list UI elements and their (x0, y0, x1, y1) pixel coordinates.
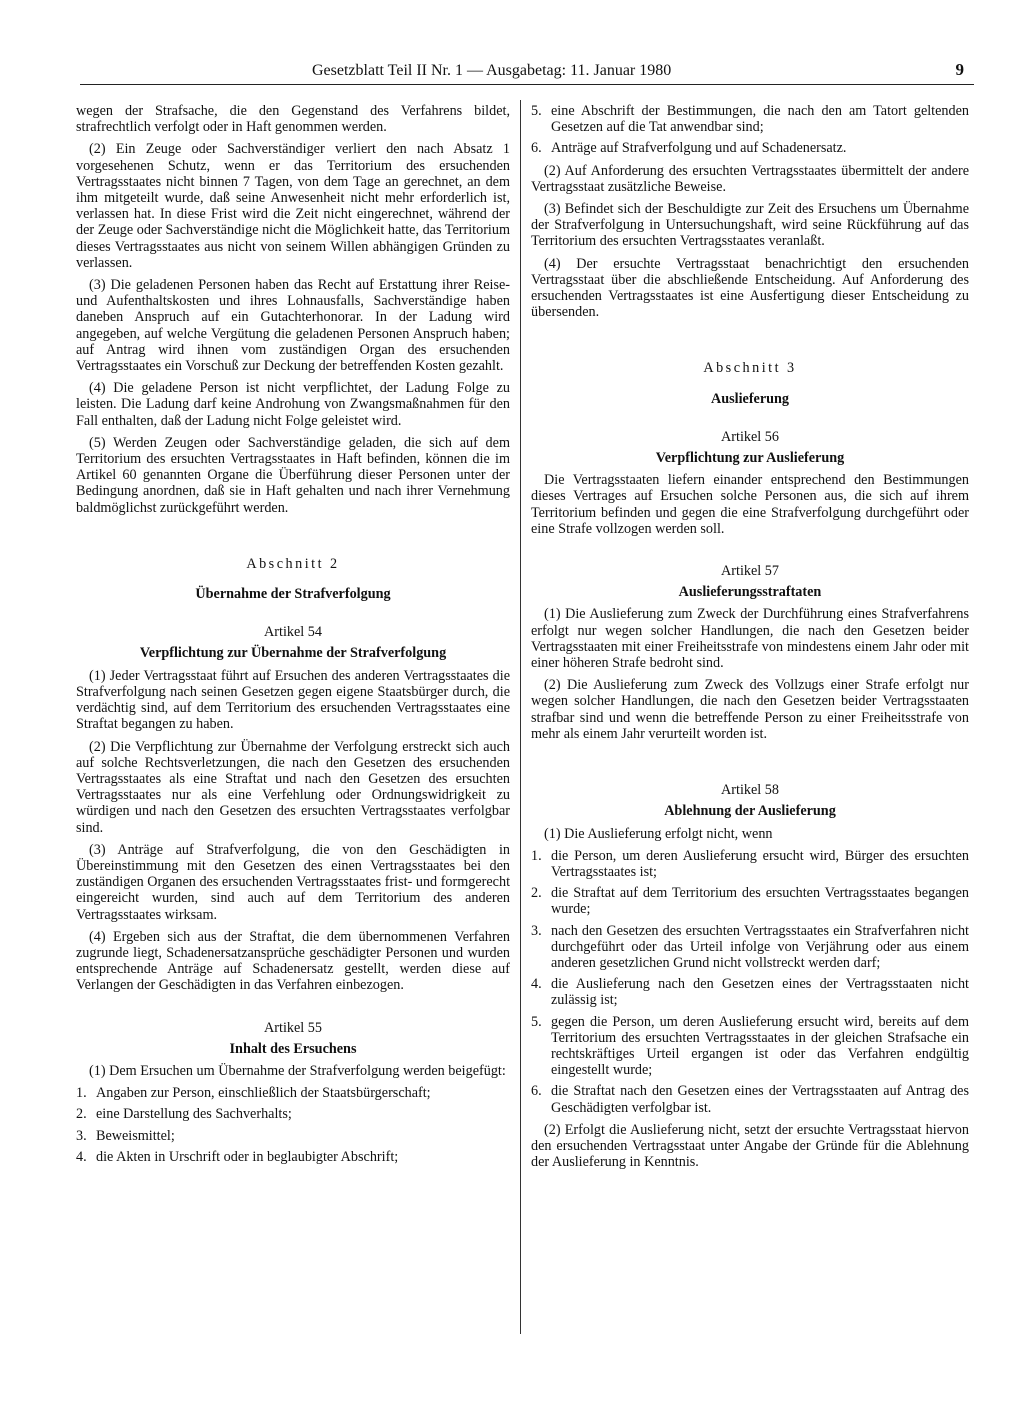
left-column (76, 103, 510, 1171)
list-number: 2. (76, 1106, 87, 1123)
numbered-list (531, 848, 969, 1116)
paragraph: Die Vertragsstaaten liefern einander entsprechend den Bestimmungen dieses Vertrages auf Ersuchen solche Personen aus, die sich auf ihrem Territorium befinden und gegen die eine Strafverfolgung durchgeführt oder eine Strafe vollzogen werden soll. (531, 472, 969, 537)
numbered-list (531, 103, 969, 157)
paragraph: wegen der Strafsache, die den Gegenstand des Verfahrens bildet, strafrechtlich verfolgt oder in Haft genommen werden. (76, 103, 510, 136)
list-number: 5. (531, 1013, 542, 1030)
list-text: nach den Gesetzen des ersuchten Vertragsstaates ein Strafverfahren nicht durchgeführt oder das Urteil infolge von Verjährung oder aus einem anderen gesetzlichen Grund nicht vollstreckt werden darf; (551, 922, 969, 971)
paragraph: (1) Die Auslieferung erfolgt nicht, wenn (544, 825, 773, 842)
list-item (531, 976, 969, 1008)
article-heading: Artikel 58 (721, 782, 779, 799)
list-item (76, 1085, 510, 1101)
paragraph: (1) Dem Ersuchen um Übernahme der Strafverfolgung werden beigefügt: (89, 1062, 506, 1079)
paragraph: (3) Die geladenen Personen haben das Recht auf Erstattung ihrer Reise- und Aufenthaltskosten und ihres Lohnausfalls, Sachverständige haben daneben Anspruch auf ein Gutachterhonorar. In der Ladung wird angegeben, auf welche Vergütung die geladenen Personen Anspruch haben; auf Antrag wird ihnen vom zuständigen Organ des ersuchenden Vertragsstaates ein Vorschuß zur Deckung der betreffenden Kosten gezahlt. (76, 277, 510, 375)
list-item (76, 1128, 510, 1144)
list-text: die Akten in Urschrift oder in beglaubigter Abschrift; (96, 1148, 399, 1165)
list-number: 4. (76, 1148, 87, 1165)
list-item (531, 103, 969, 135)
list-text: Anträge auf Strafverfolgung und auf Schadenersatz. (551, 140, 847, 157)
paragraph: (2) Auf Anforderung des ersuchten Vertragsstaates übermittelt der andere Vertragsstaat zusätzliche Beweise. (531, 162, 969, 195)
paragraph: (2) Ein Zeuge oder Sachverständiger verliert den nach Absatz 1 vorgesehenen Schutz, wenn er das Territorium des ersuchenden Vertragsstaates nicht binnen 7 Tagen, von dem Tage an gerechnet, an dem ihm mitgeteilt wurde, daß seine Anwesenheit nicht mehr erforderlich ist, verlassen hat. In diese Frist wird die Zeit nicht eingerechnet, während der der Zeuge oder Sachverständige nicht die Möglichkeit hatte, das Territorium dieses Vertragsstaates aus nicht von seinem Willen abhängigen Gründen zu verlassen. (76, 141, 510, 271)
list-number: 6. (531, 1083, 542, 1100)
paragraph: (2) Die Auslieferung zum Zweck des Vollzugs einer Strafe erfolgt nur wegen solcher Handlungen, die nach den Gesetzen beider Vertragsstaaten strafbar sind und wenn die betreffende Person zu einer Freiheitsstrafe von mehr als einem Jahr verurteilt worden ist. (531, 677, 969, 742)
list-number: 3. (531, 922, 542, 939)
list-number: 5. (531, 103, 542, 119)
paragraph: (4) Die geladene Person ist nicht verpflichtet, der Ladung Folge zu leisten. Die Ladung darf keine Androhung von Zwangsmaßnahmen für den Fall enthalten, daß der Ladung nicht Folge geleistet wird. (76, 380, 510, 429)
column-divider (520, 100, 521, 1334)
header-title: Gesetzblatt Teil II Nr. 1 — Ausgabetag: 11. Januar 1980 (312, 62, 672, 79)
list-item (531, 923, 969, 972)
header-rule (80, 84, 974, 85)
section-heading: Abschnitt 3 (703, 360, 797, 377)
paragraph: (5) Werden Zeugen oder Sachverständige geladen, die sich auf dem Territorium des ersuchten Vertragsstaates in Haft befinden, können die im Artikel 60 genannten Organe die Überführung dieser Personen unter der Bedingung anordnen, daß sie in Haft gehalten und nach ihrer Vernehmung baldmöglichst zurückgeführt werden. (76, 434, 510, 516)
list-item (76, 1106, 510, 1122)
paragraph: (1) Jeder Vertragsstaat führt auf Ersuchen des anderen Vertragsstaates die Strafverfolgung nach seinen Gesetzen gegen eigene Staatsbürger durch, die verdächtig sind, auf dem Territorium des ersuchenden Vertragsstaates eine Straftat begangen zu haben. (76, 667, 510, 733)
article-heading: Artikel 55 (264, 1019, 322, 1036)
article-heading: Artikel 54 (264, 624, 322, 641)
list-number: 1. (76, 1085, 87, 1102)
list-number: 6. (531, 140, 542, 157)
paragraph: (4) Ergeben sich aus der Straftat, die dem übernommenen Verfahren zugrunde liegt, Schadenersatzansprüche geschädigter Personen und wurden entsprechende Anträge auf Schadenersatz gestellt, werden diese auf Verlangen der Geschädigten in das Verfahren einbezogen. (76, 928, 510, 994)
spacer (531, 543, 969, 563)
article-title: Inhalt des Ersuchens (229, 1040, 357, 1057)
page-header (312, 62, 972, 84)
list-text: eine Darstellung des Sachverhalts; (96, 1106, 292, 1123)
paragraph: (2) Die Verpflichtung zur Übernahme der Verfolgung erstreckt sich auch auf solche Rechtsverletzungen, die nach den Gesetzen des ersuchenden Vertragsstaates als eine Straftat und nach den Gesetzen des ersuchten Vertragsstaates nur als eine Verfehlung oder Ordnungswidrigkeit zu würdigen und nach den Gesetzen des ersuchten Vertragsstaates verfolgbar sind. (76, 738, 510, 836)
paragraph: (1) Die Auslieferung zum Zweck der Durchführung eines Strafverfahrens erfolgt nur wegen solcher Handlungen, die nach den Gesetzen beider Vertragsstaaten mit einer Freiheitsstrafe von mindestens einem Jahr oder mit einer höheren Strafe bedroht sind. (531, 606, 969, 672)
article-title: Ablehnung der Auslieferung (664, 803, 836, 820)
paragraph: (2) Erfolgt die Auslieferung nicht, setzt der ersuchte Vertragsstaat hiervon den ersuchenden Vertragsstaat unter Angabe der Gründe für die Ablehnung der Auslieferung in Kenntnis. (531, 1121, 969, 1171)
spacer (76, 1000, 510, 1020)
right-column (531, 103, 969, 1176)
paragraph: (3) Befindet sich der Beschuldigte zur Zeit des Ersuchens um Übernahme der Strafverfolgung in Untersuchungshaft, wird seine Rückführung auf das Territorium des ersuchten Vertragsstaates veranlaßt. (531, 201, 969, 250)
list-text: Angaben zur Person, einschließlich der Staatsbürgerschaft; (96, 1085, 431, 1102)
list-text: die Straftat auf dem Territorium des ersuchten Vertragsstaates begangen wurde; (551, 885, 969, 918)
numbered-list (76, 1085, 510, 1165)
list-text: Beweismittel; (96, 1127, 175, 1144)
list-number: 2. (531, 885, 542, 902)
list-item (531, 885, 969, 917)
list-text: die Person, um deren Auslieferung ersucht wird, Bürger des ersuchten Vertragsstaates ist; (551, 847, 969, 880)
page-number: 9 (955, 60, 964, 79)
paragraph: (3) Anträge auf Strafverfolgung, die von den Geschädigten in Übereinstimmung mit den Gesetzen des einen Vertragsstaates bei den zuständigen Organen des ersuchenden Vertragsstaates frist- und formgerecht eingereicht wurden, sind auch auf dem Territorium des anderen Vertragsstaates wirksam. (76, 841, 511, 923)
list-text: gegen die Person, um deren Auslieferung ersucht wird, bereits auf dem Territorium des ersuchten Vertragsstaates in der gleichen Strafsache ein rechtskräftiges Urteil ergangen ist oder das Verfahren endgültig eingestellt wurde; (551, 1013, 969, 1079)
section-title: Übernahme der Strafverfolgung (195, 586, 391, 603)
spacer (76, 522, 510, 556)
article-heading: Artikel 57 (721, 563, 779, 580)
list-number: 1. (531, 847, 542, 864)
list-number: 4. (531, 976, 542, 993)
spacer (531, 748, 969, 782)
list-item (531, 140, 969, 156)
list-item (531, 848, 969, 880)
article-title: Verpflichtung zur Auslieferung (655, 450, 845, 467)
list-item (531, 1014, 969, 1079)
paragraph: (4) Der ersuchte Vertragsstaat benachrichtigt den ersuchenden Vertragsstaat über die abschließende Entscheidung. Auf Anforderung des ersuchenden Vertragsstaates ist eine Ausfertigung dieser Entscheidung zu übersenden. (531, 255, 969, 321)
list-item (531, 1083, 969, 1115)
list-text: die Auslieferung nach den Gesetzen eines der Vertragsstaaten nicht zulässig ist; (551, 976, 969, 1009)
section-heading: Abschnitt 2 (246, 555, 340, 572)
list-text: eine Abschrift der Bestimmungen, die nach den am Tatort geltenden Gesetzen auf die Tat anwendbar sind; (551, 103, 969, 136)
list-text: die Straftat nach den Gesetzen eines der Vertragsstaaten auf Antrag des Geschädigten verfolgbar ist. (551, 1083, 969, 1116)
article-title: Auslieferungsstraftaten (678, 584, 822, 601)
section-title: Auslieferung (710, 390, 790, 407)
list-item (76, 1149, 510, 1165)
article-heading: Artikel 56 (721, 428, 779, 445)
article-title: Verpflichtung zur Übernahme der Strafverfolgung (139, 645, 447, 662)
spacer (531, 326, 969, 360)
list-number: 3. (76, 1127, 87, 1144)
